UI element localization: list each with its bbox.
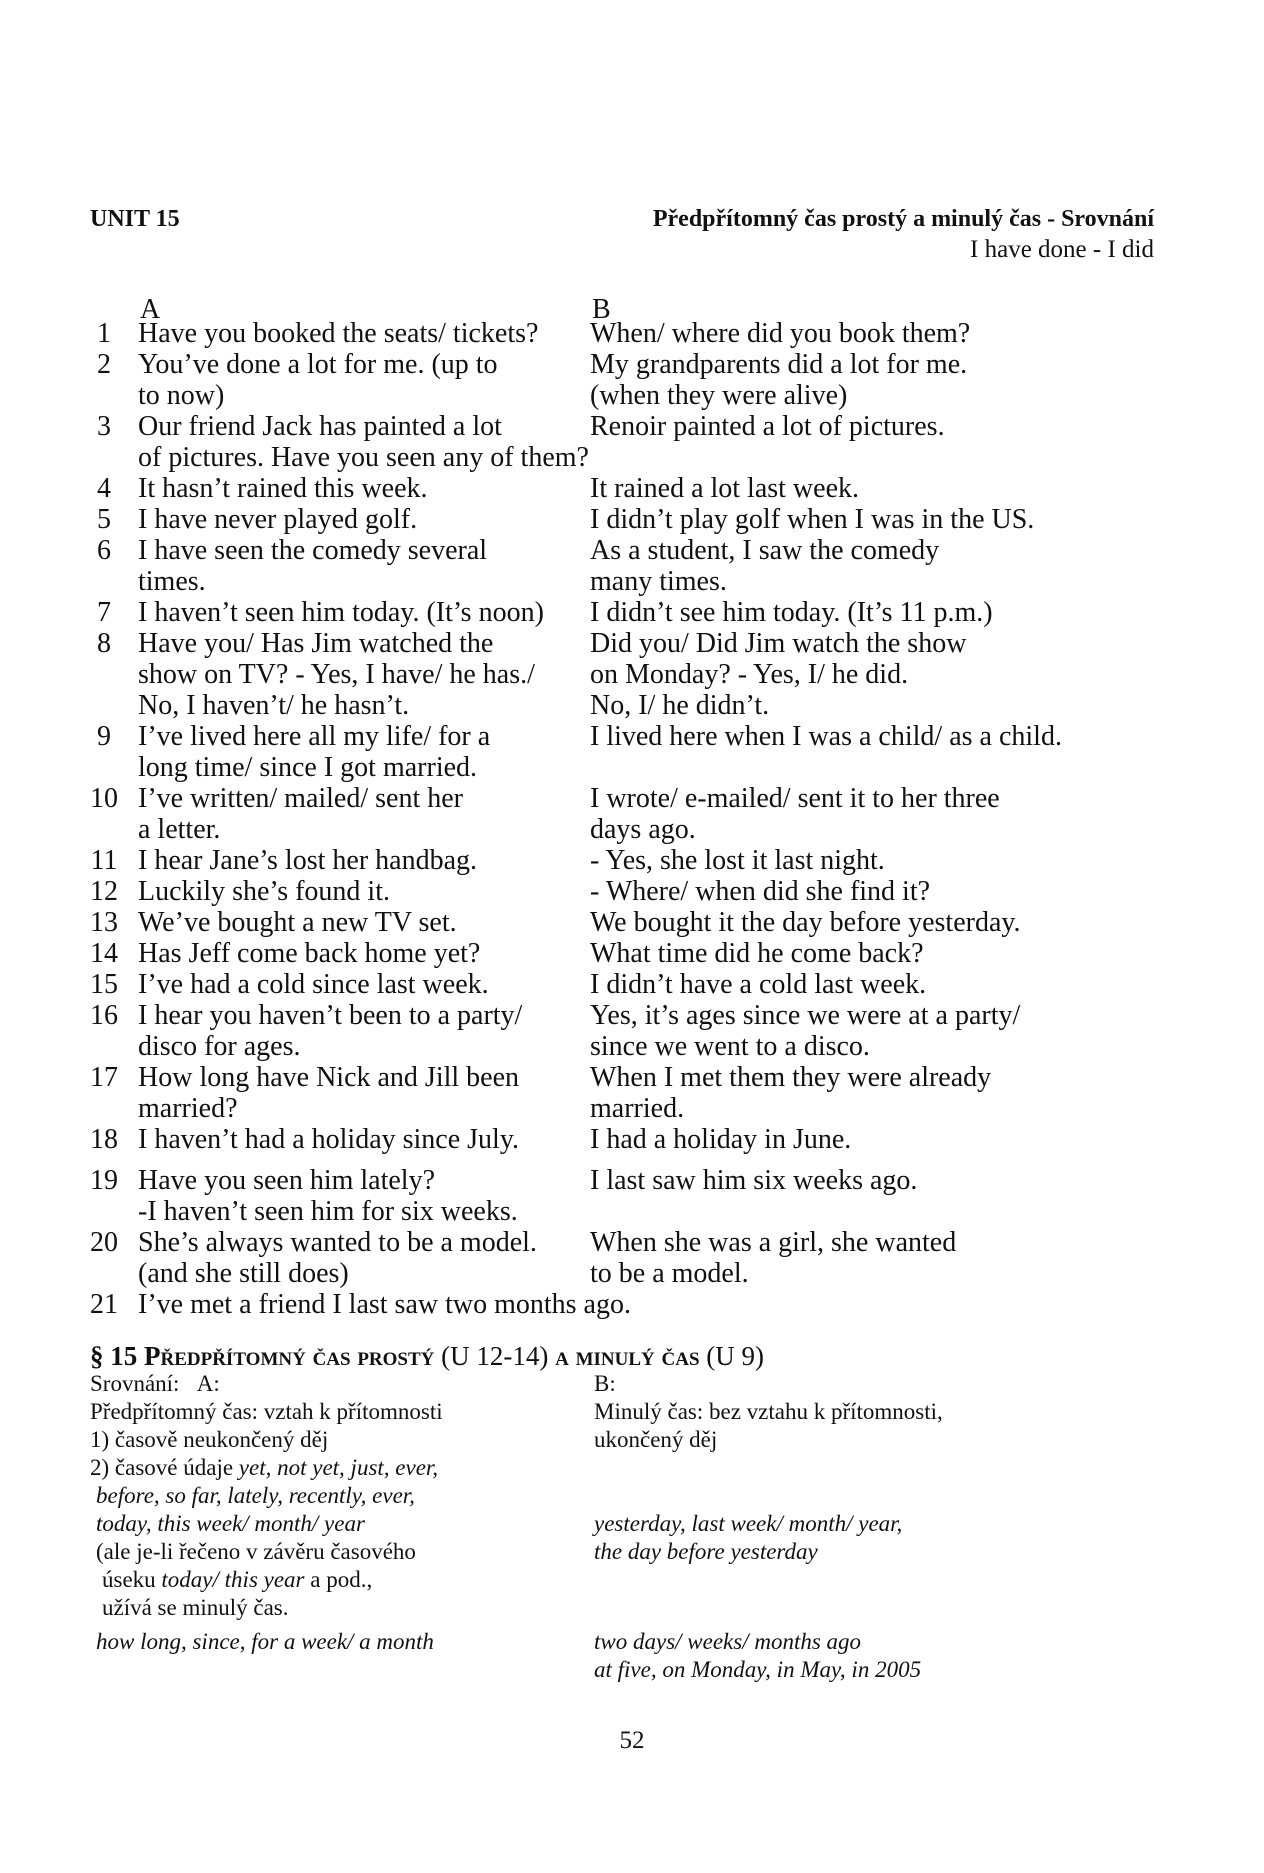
example-b: I didn’t play golf when I was in the US. bbox=[590, 504, 1035, 535]
rule-a-text: 2) časové údaje bbox=[90, 1455, 234, 1480]
examples-list bbox=[88, 318, 1188, 1320]
example-a: I hear Jane’s lost her handbag. bbox=[138, 845, 477, 876]
example-number: 6 bbox=[97, 535, 111, 566]
rule-a-text: úseku bbox=[102, 1567, 156, 1592]
example-b: As a student, I saw the comedy many times. bbox=[590, 535, 940, 597]
example-row bbox=[88, 504, 1188, 535]
example-row bbox=[88, 473, 1188, 504]
page-subtitle: I have done - I did bbox=[970, 236, 1154, 263]
unit-label: UNIT 15 bbox=[90, 206, 180, 232]
example-number: 14 bbox=[90, 938, 118, 969]
example-number: 16 bbox=[90, 1000, 118, 1031]
example-b: I last saw him six weeks ago. bbox=[590, 1165, 918, 1196]
example-b: Did you/ Did Jim watch the show on Monday? - Yes, I/ he did. No, I/ he didn’t. bbox=[590, 628, 967, 721]
example-row bbox=[88, 349, 1188, 411]
example-number: 17 bbox=[90, 1062, 118, 1093]
example-b: When I met them they were already married. bbox=[590, 1062, 992, 1124]
example-b: When she was a girl, she wanted to be a model. bbox=[590, 1227, 957, 1289]
example-row bbox=[88, 597, 1188, 628]
rule-a-text: Předpřítomný čas: vztah k přítomnosti bbox=[90, 1399, 443, 1424]
example-a: I haven’t had a holiday since July. bbox=[138, 1124, 520, 1155]
example-b: I had a holiday in June. bbox=[590, 1124, 852, 1155]
rule-a-italic: how long, since, for a week/ a month bbox=[96, 1629, 434, 1654]
example-a: I’ve lived here all my life/ for a long time/ since I got married. bbox=[138, 721, 491, 783]
example-number: 4 bbox=[97, 473, 111, 504]
column-a-heading: A bbox=[140, 294, 161, 325]
page-title: Předpřítomný čas prostý a minulý čas - Srovnání bbox=[652, 206, 1154, 232]
section-ref1: (U 12-14) bbox=[441, 1341, 549, 1371]
example-number: 1 bbox=[97, 318, 111, 349]
rule-a-text: (ale je-li řečeno v závěru časového bbox=[96, 1539, 416, 1564]
example-row bbox=[88, 1124, 1188, 1155]
example-b: We bought it the day before yesterday. bbox=[590, 907, 1021, 938]
section-title bbox=[90, 1342, 1150, 1370]
example-a: I’ve had a cold since last week. bbox=[138, 969, 489, 1000]
rule-a-italic: yet, not yet, just, ever, bbox=[238, 1455, 439, 1480]
comparison-col-b: B: bbox=[594, 1371, 616, 1396]
page-number: 52 bbox=[619, 1727, 645, 1754]
example-a: I’ve written/ mailed/ sent her a letter. bbox=[138, 783, 463, 845]
example-number: 10 bbox=[90, 783, 118, 814]
comparison-line bbox=[90, 1538, 1150, 1566]
comparison-line bbox=[90, 1594, 1150, 1622]
example-number: 2 bbox=[97, 349, 111, 380]
example-b: When/ where did you book them? bbox=[590, 318, 971, 349]
example-row bbox=[88, 938, 1188, 969]
example-b: My grandparents did a lot for me. (when they were alive) bbox=[590, 349, 968, 411]
example-b: It rained a lot last week. bbox=[590, 473, 860, 504]
example-a: I hear you haven’t been to a party/ disco for ages. bbox=[138, 1000, 523, 1062]
example-a: Have you/ Has Jim watched the show on TV? - Yes, I have/ he has./ No, I haven’t/ he hasn’t. bbox=[138, 628, 535, 721]
example-number: 12 bbox=[90, 876, 118, 907]
example-row bbox=[88, 721, 1188, 783]
example-row bbox=[88, 907, 1188, 938]
example-row bbox=[88, 845, 1188, 876]
example-a: Have you booked the seats/ tickets? bbox=[138, 318, 539, 349]
example-row bbox=[88, 535, 1188, 597]
example-b: Renoir painted a lot of pictures. bbox=[590, 411, 945, 442]
comparison-header bbox=[90, 1370, 1150, 1398]
rule-b-italic: yesterday, last week/ month/ year, bbox=[594, 1511, 903, 1536]
example-a: She’s always wanted to be a model. (and she still does) bbox=[138, 1227, 537, 1289]
example-number: 15 bbox=[90, 969, 118, 1000]
example-a: Have you seen him lately? -I haven’t seen him for six weeks. bbox=[138, 1165, 518, 1227]
example-row bbox=[88, 1165, 1188, 1227]
example-b: I lived here when I was a child/ as a child. bbox=[590, 721, 1062, 752]
example-b: Yes, it’s ages since we were at a party/ since we went to a disco. bbox=[590, 1000, 1021, 1062]
example-number: 18 bbox=[90, 1124, 118, 1155]
example-number: 20 bbox=[90, 1227, 118, 1258]
example-a: Luckily she’s found it. bbox=[138, 876, 390, 907]
rule-b-italic: two days/ weeks/ months ago bbox=[594, 1629, 862, 1654]
example-a: It hasn’t rained this week. bbox=[138, 473, 428, 504]
comparison-line bbox=[90, 1510, 1150, 1538]
rule-a-italic: today, this week/ month/ year bbox=[96, 1511, 365, 1536]
example-b: I wrote/ e-mailed/ sent it to her three days ago. bbox=[590, 783, 1000, 845]
example-a: You’ve done a lot for me. (up to to now) bbox=[138, 349, 498, 411]
example-row bbox=[88, 1062, 1188, 1124]
example-a-continued: of pictures. Have you seen any of them? bbox=[138, 442, 589, 473]
comparison-line bbox=[90, 1566, 1150, 1594]
example-a: How long have Nick and Jill been married? bbox=[138, 1062, 520, 1124]
example-a: I haven’t seen him today. (It’s noon) bbox=[138, 597, 544, 628]
example-number: 3 bbox=[97, 411, 111, 442]
example-a: I’ve met a friend I last saw two months ago. bbox=[138, 1289, 631, 1320]
comparison-line bbox=[90, 1482, 1150, 1510]
example-a: Has Jeff come back home yet? bbox=[138, 938, 481, 969]
rule-a-italic: before, so far, lately, recently, ever, bbox=[96, 1483, 415, 1508]
rule-a-text: užívá se minulý čas. bbox=[102, 1595, 289, 1620]
comparison-line bbox=[90, 1628, 1150, 1656]
example-a: Our friend Jack has painted a lot bbox=[138, 411, 502, 442]
example-row bbox=[88, 628, 1188, 721]
example-number: 8 bbox=[97, 628, 111, 659]
example-row bbox=[88, 876, 1188, 907]
example-b: What time did he come back? bbox=[590, 938, 924, 969]
example-row bbox=[88, 1000, 1188, 1062]
comparison-col-a: A: bbox=[196, 1371, 220, 1396]
example-row bbox=[88, 318, 1188, 349]
example-b: I didn’t see him today. (It’s 11 p.m.) bbox=[590, 597, 993, 628]
rule-a-text: a pod., bbox=[310, 1567, 373, 1592]
example-b: I didn’t have a cold last week. bbox=[590, 969, 927, 1000]
example-number: 19 bbox=[90, 1165, 118, 1196]
section-title-part1: Předpřítomný čas prostý bbox=[144, 1341, 435, 1371]
grammar-section bbox=[90, 1342, 1150, 1684]
rule-a-text: 1) časově neukončený děj bbox=[90, 1427, 329, 1452]
section-ref2: (U 9) bbox=[706, 1341, 765, 1371]
rule-b-text: ukončený děj bbox=[594, 1427, 718, 1452]
section-mark: § 15 bbox=[90, 1341, 138, 1371]
rule-b-text: Minulý čas: bez vztahu k přítomnosti, bbox=[594, 1399, 943, 1424]
comparison-line bbox=[90, 1398, 1150, 1426]
example-a: I have seen the comedy several times. bbox=[138, 535, 488, 597]
example-number: 11 bbox=[90, 845, 118, 876]
example-a: We’ve bought a new TV set. bbox=[138, 907, 457, 938]
example-row-continued bbox=[88, 442, 1188, 473]
example-row bbox=[88, 1227, 1188, 1289]
rule-b-italic: the day before yesterday bbox=[594, 1539, 818, 1564]
example-b: - Where/ when did she find it? bbox=[590, 876, 931, 907]
example-number: 21 bbox=[90, 1289, 118, 1320]
comparison-label: Srovnání: bbox=[90, 1371, 180, 1396]
example-row bbox=[88, 783, 1188, 845]
comparison-line bbox=[90, 1656, 1150, 1684]
section-title-part2: a minulý čas bbox=[555, 1341, 700, 1371]
rule-b-italic: at five, on Monday, in May, in 2005 bbox=[594, 1657, 922, 1682]
example-row bbox=[88, 1289, 1188, 1320]
comparison-line bbox=[90, 1426, 1150, 1454]
example-number: 5 bbox=[97, 504, 111, 535]
example-a: I have never played golf. bbox=[138, 504, 418, 535]
rule-a-italic: today/ this year bbox=[161, 1567, 305, 1592]
example-row bbox=[88, 969, 1188, 1000]
example-number: 9 bbox=[97, 721, 111, 752]
column-b-heading: B bbox=[592, 294, 611, 325]
example-b: - Yes, she lost it last night. bbox=[590, 845, 885, 876]
example-number: 7 bbox=[97, 597, 111, 628]
example-row bbox=[88, 411, 1188, 442]
comparison-line bbox=[90, 1454, 1150, 1482]
example-number: 13 bbox=[90, 907, 118, 938]
